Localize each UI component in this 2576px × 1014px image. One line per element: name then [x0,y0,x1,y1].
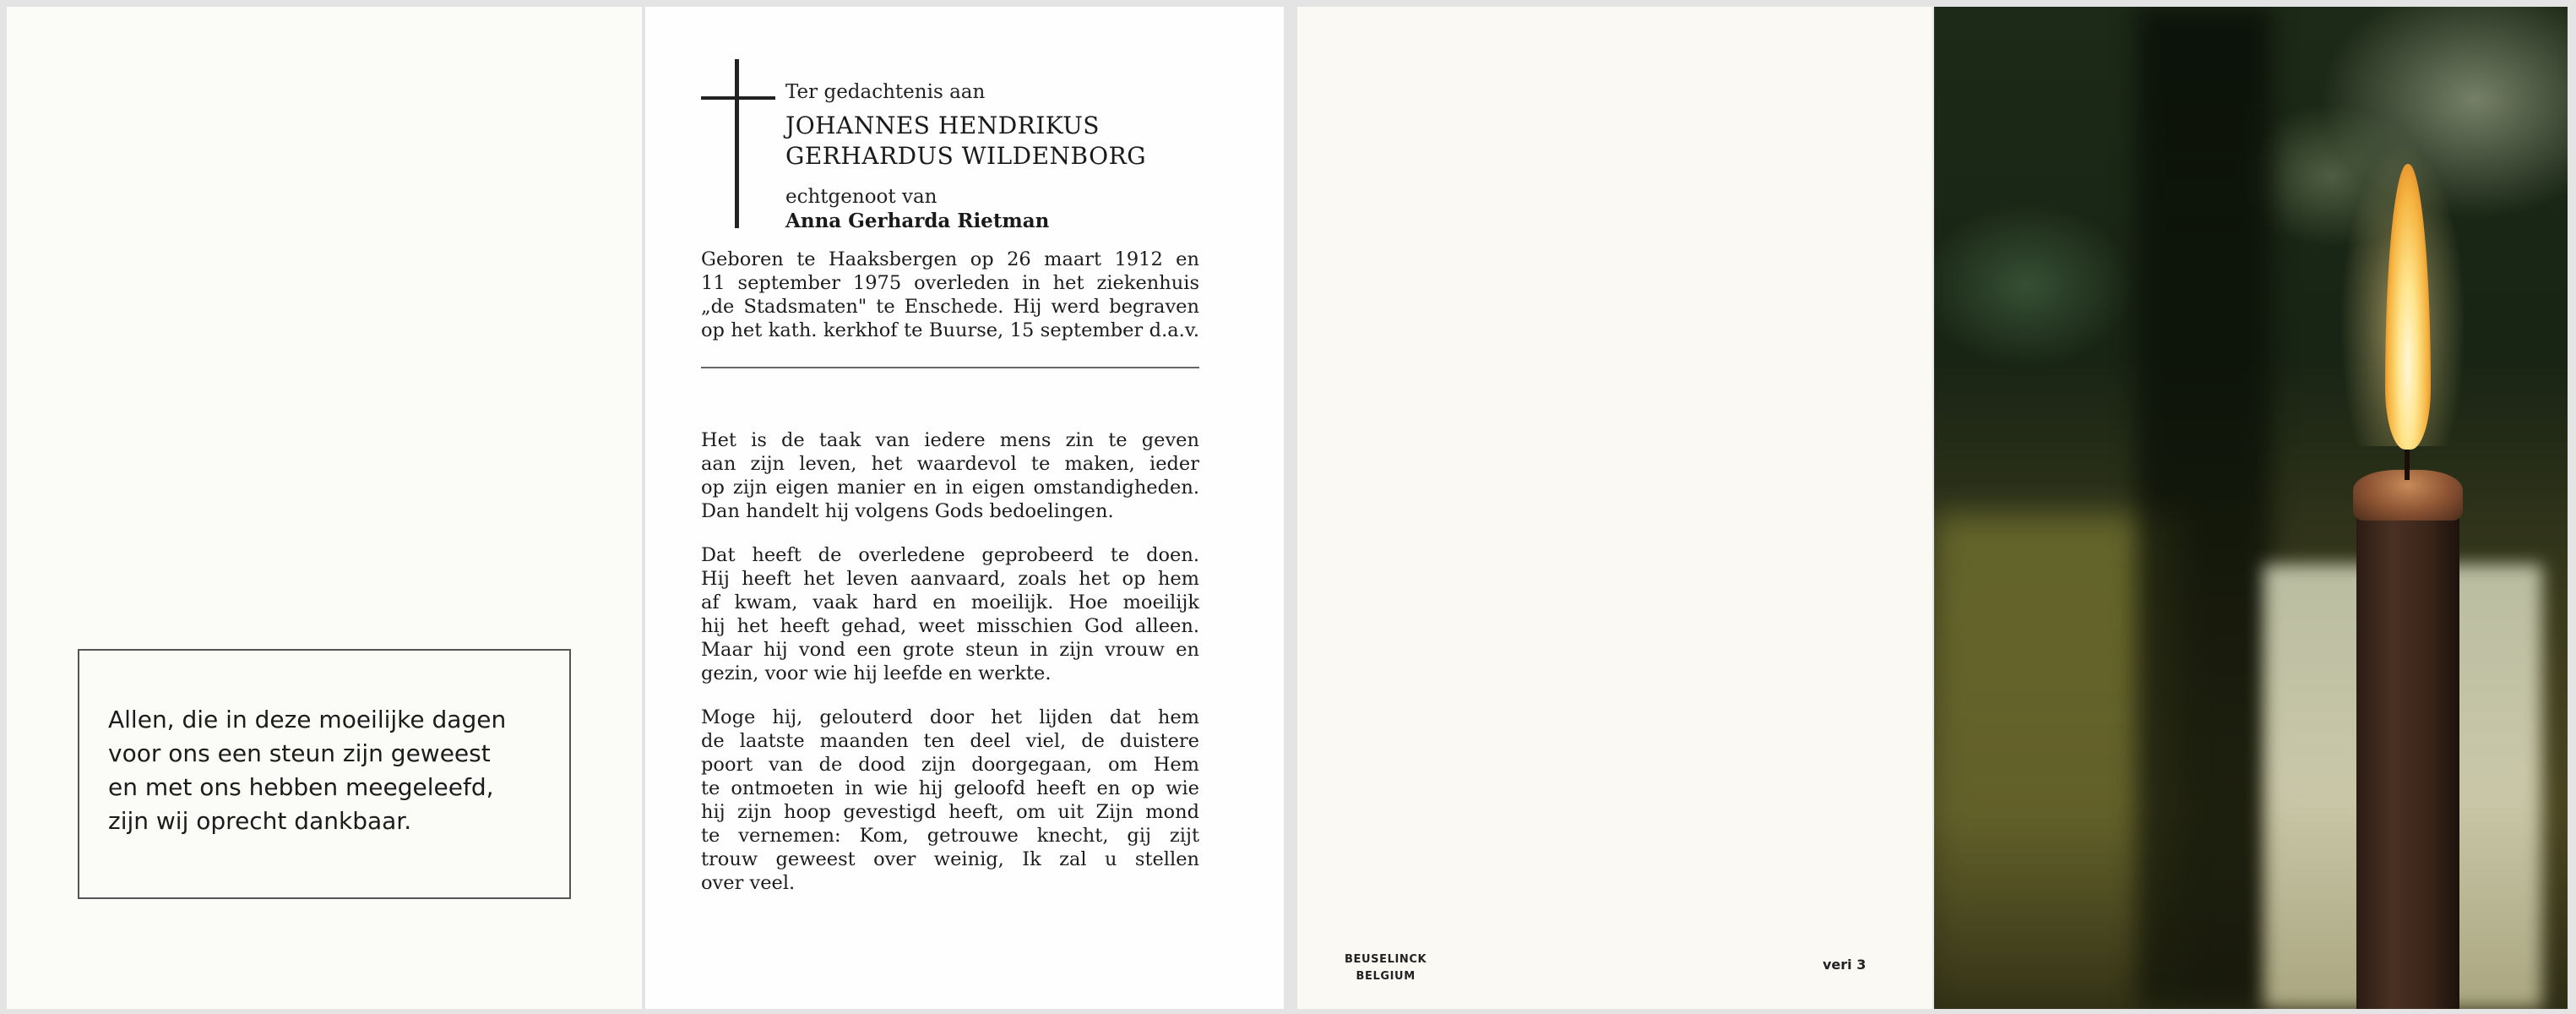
paragraph-line: hij zijn hoop gevestigd heeft, om uit Zijn mond [701,801,1199,823]
spouse-label: echtgenoot van [785,186,937,208]
spouse-name: Anna Gerharda Rietman [785,210,1050,232]
thanks-panel [7,7,642,1009]
printer-country: BELGIUM [1356,970,1416,983]
divider [701,367,1199,368]
paragraph-line: hij het heeft gehad, weet misschien God alleen. [701,615,1199,637]
photo-shadow [2137,7,2272,1009]
bio-line: 11 september 1975 overleden in het ziekenhuis [701,272,1199,294]
thanks-line: Allen, die in deze moeilijke dagen [108,706,507,733]
thanks-line: en met ons hebben meegeleefd, [108,773,494,801]
paragraph-line: gezin, voor wie hij leefde en werkte. [701,662,1052,684]
printer-name: BEUSELINCK [1345,953,1427,966]
cross-icon [735,59,739,228]
thanks-line: zijn wij oprecht dankbaar. [108,807,412,835]
back-panel [1297,7,1932,1009]
paragraph-line: Dan handelt hij volgens Gods bedoelingen. [701,500,1114,522]
card-code: veri 3 [1823,957,1867,973]
thanks-box [78,649,571,899]
paragraph-line: de laatste maanden ten deel viel, de duistere [701,730,1199,752]
paragraph-line: Het is de taak van iedere mens zin te geven [701,429,1199,451]
paragraph-line: Maar hij vond een grote steun in zijn vrouw en [701,639,1199,661]
paragraph-line: op zijn eigen manier en in eigen omstandigheden. [701,477,1199,499]
in-memory-heading: Ter gedachtenis aan [785,81,986,103]
paragraph-line: af kwam, vaak hard en moeilijk. Hoe moeilijk [701,592,1199,613]
bio-line: „de Stadsmaten" te Enschede. Hij werd begraven [701,296,1199,318]
deceased-name-line-1: JOHANNES HENDRIKUS [785,112,1100,139]
bio-line: op het kath. kerkhof te Buurse, 15 september d.a.v. [701,319,1199,341]
paragraph-line: trouw geweest over weinig, Ik zal u stellen [701,848,1199,870]
paragraph-line: poort van de dood zijn doorgegaan, om Hem [701,754,1199,776]
thanks-line: voor ons een steun zijn geweest [108,739,491,767]
paragraph-line: aan zijn leven, het waardevol te maken, ieder [701,453,1199,475]
paragraph-line: te ontmoeten in wie hij geloofd heeft en op wie [701,777,1199,799]
bio-line: Geboren te Haaksbergen op 26 maart 1912 en [701,248,1199,270]
paragraph-line: Hij heeft het leven aanvaard, zoals het op hem [701,568,1199,590]
cross-icon-bar [701,96,775,100]
paragraph-line: Moge hij, gelouterd door het lijden dat hem [701,706,1199,728]
candle-photo [1934,7,2568,1009]
memorial-text-panel [645,7,1284,1009]
paragraph-line: Dat heeft de overledene geprobeerd te doen. [701,544,1199,566]
candle-icon [2356,477,2459,1009]
printer-imprint [1345,951,1427,985]
paragraph-line: over veel. [701,872,796,894]
paragraph-line: te vernemen: Kom, getrouwe knecht, gij zijt [701,825,1199,847]
deceased-name-line-2: GERHARDUS WILDENBORG [785,142,1147,170]
